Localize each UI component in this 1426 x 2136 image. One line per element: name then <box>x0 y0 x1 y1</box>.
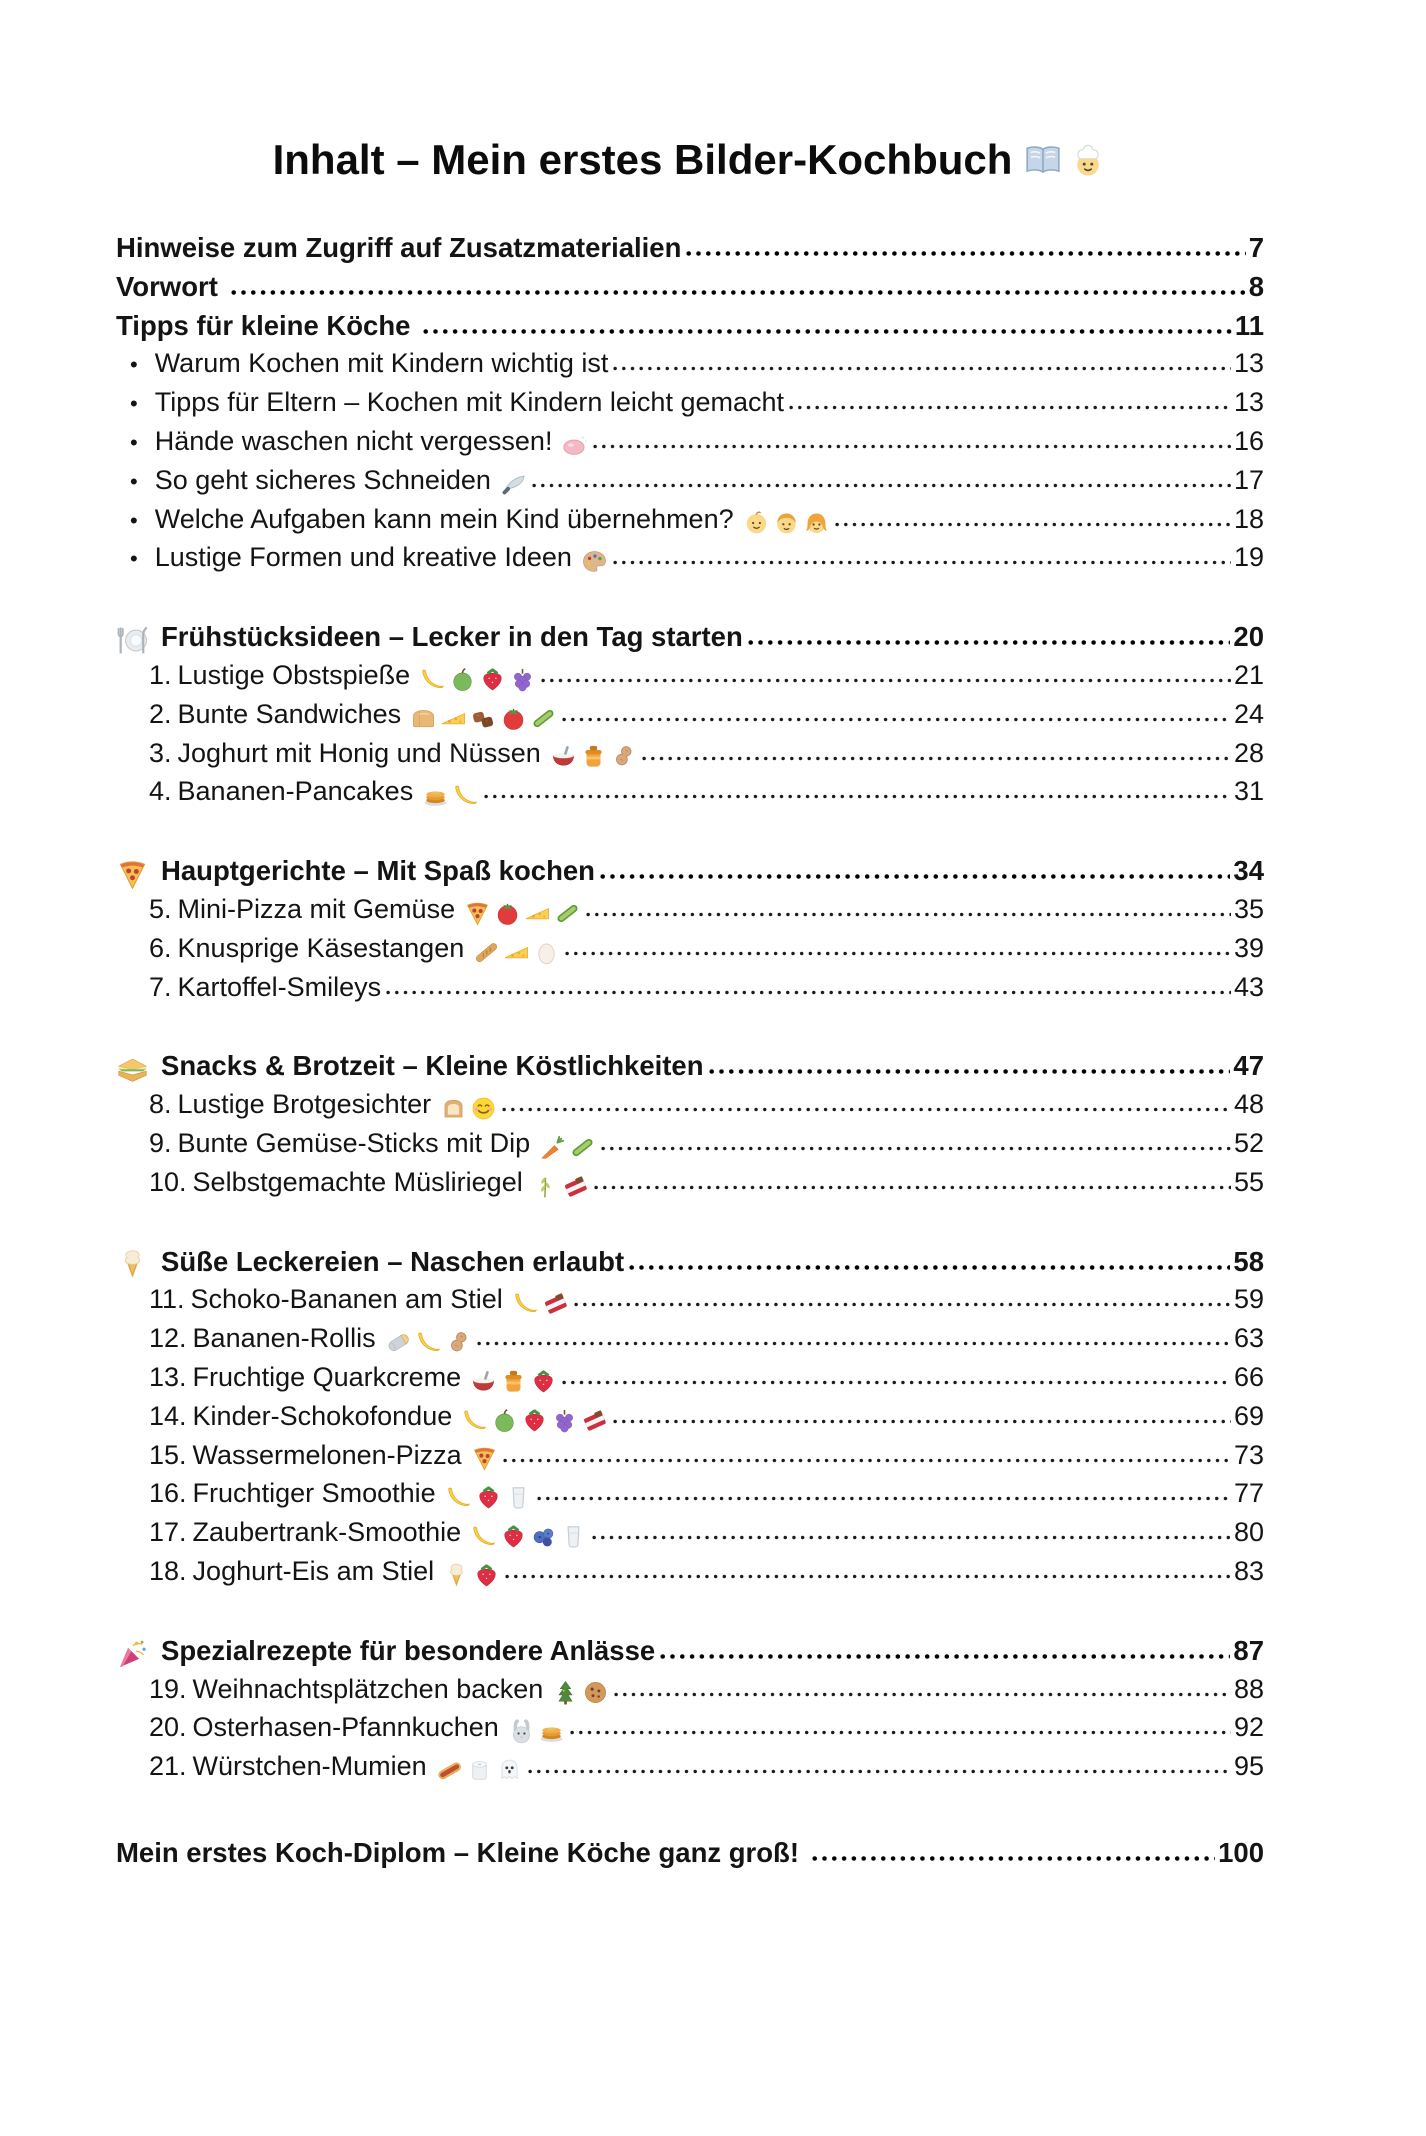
entry-label: Joghurt-Eis am Stiel <box>192 1555 435 1586</box>
banana-icon <box>512 1290 539 1317</box>
dotted-leader <box>748 639 1231 646</box>
milk-icon <box>505 1484 532 1511</box>
cucumber-icon <box>569 1134 596 1161</box>
knife-icon <box>500 471 527 498</box>
cheese-icon <box>524 900 551 927</box>
toc-item-entry[interactable] <box>116 1362 1264 1401</box>
banana-icon <box>470 1523 497 1550</box>
girl-icon <box>803 509 830 536</box>
page-number: 69 <box>1233 1400 1264 1431</box>
strawberry-icon <box>479 666 506 693</box>
strawberry-icon <box>500 1523 527 1550</box>
cookbook-toc-screenshot <box>0 136 1426 2136</box>
page-title-text: Inhalt – Mein erstes Bilder-Kochbuch <box>272 136 1013 183</box>
page-number: 39 <box>1233 932 1264 963</box>
item-number: 7. <box>149 971 172 1002</box>
section-title: Hauptgerichte – Mit Spaß kochen <box>161 855 595 887</box>
page-title <box>116 136 1264 184</box>
dotted-leader <box>565 950 1231 957</box>
dotted-leader <box>562 716 1231 723</box>
toc-item-entry[interactable] <box>116 738 1264 777</box>
page-number: 24 <box>1233 698 1264 729</box>
section-gap <box>116 1595 1264 1635</box>
ghost-icon <box>496 1757 523 1784</box>
peanut-icon <box>610 743 637 770</box>
carrot-icon <box>539 1134 566 1161</box>
entry-label: Osterhasen-Pfannkuchen <box>192 1712 499 1743</box>
entry-label: Bananen-Pancakes <box>177 776 414 807</box>
section-title: Frühstücksideen – Lecker in den Tag starten <box>161 621 743 653</box>
bullet-icon: • <box>130 468 138 494</box>
grapes-icon <box>509 666 536 693</box>
section-gap <box>116 581 1264 621</box>
entry-label: Hände waschen nicht vergessen! <box>154 425 553 456</box>
banana-icon <box>461 1407 488 1434</box>
dotted-leader <box>629 1264 1230 1271</box>
document-page <box>0 136 1426 1876</box>
page-number: 47 <box>1233 1050 1264 1082</box>
chocolate-bar-icon <box>581 1407 608 1434</box>
item-number: 21. <box>149 1751 187 1782</box>
toc-front-entry[interactable] <box>116 310 1264 349</box>
item-number: 8. <box>149 1089 172 1120</box>
dotted-leader <box>484 793 1231 800</box>
toc-section-header[interactable] <box>116 621 1264 660</box>
soft-serve-icon <box>116 1248 149 1281</box>
page-number: 11 <box>1234 309 1264 341</box>
item-number: 19. <box>149 1673 187 1704</box>
strawberry-icon <box>521 1407 548 1434</box>
page-number: 48 <box>1233 1089 1264 1120</box>
entry-label: Würstchen-Mumien <box>192 1751 427 1782</box>
page-number: 35 <box>1233 893 1264 924</box>
page-number: 13 <box>1233 348 1264 379</box>
honey-icon <box>580 743 607 770</box>
pancakes-icon <box>538 1718 565 1745</box>
item-number: 5. <box>149 893 172 924</box>
dotted-leader <box>231 289 1246 296</box>
item-number: 20. <box>149 1712 187 1743</box>
tomato-icon <box>500 705 527 732</box>
boy-icon <box>773 509 800 536</box>
page-number: 58 <box>1233 1245 1264 1277</box>
item-number: 16. <box>149 1478 187 1509</box>
dotted-leader <box>574 1301 1231 1308</box>
entry-label: Kartoffel-Smileys <box>177 971 382 1002</box>
toc-front-entry[interactable] <box>116 232 1264 271</box>
bacon-icon <box>470 705 497 732</box>
toc-item-entry[interactable] <box>116 1128 1264 1167</box>
item-number: 10. <box>149 1166 187 1197</box>
cutlery-icon <box>116 624 149 657</box>
dotted-leader <box>613 365 1231 372</box>
toc-bullet-entry[interactable] <box>116 348 1264 387</box>
toc-item-entry[interactable] <box>116 1674 1264 1713</box>
grapes-icon <box>551 1407 578 1434</box>
bullet-icon: • <box>130 391 138 417</box>
item-number: 11. <box>149 1284 185 1315</box>
dotted-leader <box>600 873 1230 880</box>
toc-section-header[interactable] <box>116 855 1264 894</box>
item-number: 9. <box>149 1127 172 1158</box>
rabbit-icon <box>508 1718 535 1745</box>
soap-icon <box>561 432 588 459</box>
entry-label: Tipps für kleine Köche <box>116 309 419 341</box>
toc-item-entry[interactable] <box>116 1323 1264 1362</box>
chocolate-bar-icon <box>562 1173 589 1200</box>
toc-bullet-entry[interactable] <box>116 426 1264 465</box>
dotted-leader <box>562 1379 1231 1386</box>
toc-section-header[interactable] <box>116 1050 1264 1089</box>
cook-icon <box>1069 141 1107 179</box>
entry-label: Tipps für Eltern – Kochen mit Kindern leicht gemacht <box>154 387 785 418</box>
entry-label: Fruchtige Quarkcreme <box>192 1361 462 1392</box>
dotted-leader <box>812 1855 1215 1862</box>
entry-label: Knusprige Käsestangen <box>177 932 465 963</box>
entry-label: So geht sicheres Schneiden <box>154 464 491 495</box>
item-number: 3. <box>149 737 172 768</box>
dotted-leader <box>505 1573 1231 1580</box>
pizza-icon <box>464 900 491 927</box>
bullet-icon: • <box>130 507 138 533</box>
baguette-icon <box>473 939 500 966</box>
toc-item-entry[interactable] <box>116 972 1264 1011</box>
section-gap <box>116 1010 1264 1050</box>
cheese-icon <box>440 705 467 732</box>
entry-label: Warum Kochen mit Kindern wichtig ist <box>154 348 609 379</box>
dotted-leader <box>502 1106 1231 1113</box>
page-number: 34 <box>1233 855 1264 887</box>
toc-bullet-entry[interactable] <box>116 387 1264 426</box>
entry-label: Mein erstes Koch-Diplom – Kleine Köche ganz groß! <box>116 1836 807 1868</box>
toc-item-entry[interactable] <box>116 660 1264 699</box>
entry-label: Welche Aufgaben kann mein Kind übernehmen? <box>154 503 734 534</box>
tomato-icon <box>494 900 521 927</box>
page-number: 31 <box>1233 776 1264 807</box>
toc-item-entry[interactable] <box>116 1167 1264 1206</box>
page-number: 83 <box>1233 1555 1264 1586</box>
entry-label: Lustige Formen und kreative Ideen <box>154 542 572 573</box>
page-number: 52 <box>1233 1127 1264 1158</box>
bread-icon <box>410 705 437 732</box>
toc-item-entry[interactable] <box>116 1712 1264 1751</box>
toc-front-entry[interactable] <box>116 271 1264 310</box>
bowl-icon <box>550 743 577 770</box>
strawberry-icon <box>475 1484 502 1511</box>
paper-roll-icon <box>466 1757 493 1784</box>
open-book-icon <box>1024 141 1062 179</box>
baby-icon <box>743 509 770 536</box>
entry-label: Selbstgemachte Müsliriegel <box>192 1166 523 1197</box>
item-number: 15. <box>149 1439 187 1470</box>
dotted-leader <box>686 250 1245 257</box>
item-number: 4. <box>149 776 172 807</box>
entry-label: Hinweise zum Zugriff auf Zusatzmaterialien <box>116 232 682 263</box>
dotted-leader <box>789 404 1231 411</box>
burrito-icon <box>385 1329 412 1356</box>
toc-bullet-entry[interactable] <box>116 542 1264 581</box>
toc-item-entry[interactable] <box>116 1751 1264 1790</box>
title-icons <box>1021 141 1107 179</box>
dotted-leader <box>593 443 1231 450</box>
dotted-leader <box>586 911 1231 918</box>
bullet-icon: • <box>130 546 138 572</box>
pancakes-icon <box>422 782 449 809</box>
item-number: 1. <box>149 659 172 690</box>
page-number: 16 <box>1233 425 1264 456</box>
page-number: 17 <box>1233 464 1264 495</box>
dotted-leader <box>835 521 1231 528</box>
page-number: 92 <box>1233 1712 1264 1743</box>
bread-slice-icon <box>440 1095 467 1122</box>
toc-bullet-entry[interactable] <box>116 504 1264 543</box>
page-number: 13 <box>1233 387 1264 418</box>
entry-label: Wassermelonen-Pizza <box>192 1439 462 1470</box>
chocolate-bar-icon <box>542 1290 569 1317</box>
toc-bullet-entry[interactable] <box>116 465 1264 504</box>
dotted-leader <box>541 677 1231 684</box>
banana-icon <box>415 1329 442 1356</box>
strawberry-icon <box>530 1368 557 1395</box>
entry-label: Zaubertrank-Smoothie <box>192 1517 462 1548</box>
toc-footer-entry[interactable] <box>116 1837 1264 1876</box>
dotted-leader <box>532 482 1231 489</box>
cucumber-icon <box>554 900 581 927</box>
entry-label: Bunte Sandwiches <box>177 698 402 729</box>
toc-list <box>116 232 1264 1876</box>
dotted-leader <box>613 559 1231 566</box>
toc-item-entry[interactable] <box>116 1089 1264 1128</box>
peanut-icon <box>445 1329 472 1356</box>
entry-label: Fruchtiger Smoothie <box>192 1478 436 1509</box>
page-number: 21 <box>1233 659 1264 690</box>
toc-item-entry[interactable] <box>116 776 1264 815</box>
green-apple-icon <box>491 1407 518 1434</box>
toc-item-entry[interactable] <box>116 1401 1264 1440</box>
item-number: 12. <box>149 1323 187 1354</box>
palette-icon <box>581 548 608 575</box>
honey-icon <box>500 1368 527 1395</box>
bullet-icon: • <box>130 352 138 378</box>
entry-label: Lustige Brotgesichter <box>177 1089 432 1120</box>
footer-gap <box>116 1790 1264 1837</box>
page-number: 55 <box>1233 1166 1264 1197</box>
bowl-icon <box>470 1368 497 1395</box>
item-number: 13. <box>149 1361 187 1392</box>
item-number: 17. <box>149 1517 187 1548</box>
toc-item-entry[interactable] <box>116 933 1264 972</box>
dotted-leader <box>528 1768 1231 1775</box>
toc-item-entry[interactable] <box>116 1517 1264 1556</box>
entry-label: Schoko-Bananen am Stiel <box>190 1284 503 1315</box>
page-number: 18 <box>1233 503 1264 534</box>
section-title: Spezialrezepte für besondere Anlässe <box>161 1634 656 1666</box>
toc-section-header[interactable] <box>116 1246 1264 1285</box>
section-gap <box>116 815 1264 855</box>
cheese-icon <box>503 939 530 966</box>
dotted-leader <box>503 1457 1231 1464</box>
page-number: 80 <box>1233 1517 1264 1548</box>
item-number: 18. <box>149 1555 187 1586</box>
dotted-leader <box>709 1068 1231 1075</box>
toc-item-entry[interactable] <box>116 699 1264 738</box>
section-gap <box>116 1206 1264 1246</box>
pizza-icon <box>471 1445 498 1472</box>
dotted-leader <box>613 1418 1231 1425</box>
egg-icon <box>533 939 560 966</box>
page-number: 59 <box>1233 1284 1264 1315</box>
entry-label: Mini-Pizza mit Gemüse <box>177 893 456 924</box>
dotted-leader <box>594 1184 1231 1191</box>
page-number: 63 <box>1233 1323 1264 1354</box>
toc-item-entry[interactable] <box>116 1556 1264 1595</box>
dotted-leader <box>660 1653 1230 1660</box>
banana-icon <box>445 1484 472 1511</box>
page-number: 66 <box>1233 1361 1264 1392</box>
page-number: 28 <box>1233 737 1264 768</box>
toc-item-entry[interactable] <box>116 1478 1264 1517</box>
page-number: 77 <box>1233 1478 1264 1509</box>
section-title: Snacks & Brotzeit – Kleine Köstlichkeiten <box>161 1050 704 1082</box>
toc-item-entry[interactable] <box>116 1284 1264 1323</box>
toc-item-entry[interactable] <box>116 894 1264 933</box>
dotted-leader <box>537 1495 1231 1502</box>
entry-label: Kinder-Schokofondue <box>192 1400 453 1431</box>
page-number: 8 <box>1248 270 1264 302</box>
cookie-icon <box>582 1679 609 1706</box>
page-number: 95 <box>1233 1751 1264 1782</box>
entry-label: Joghurt mit Honig und Nüssen <box>177 737 541 768</box>
pizza-icon <box>116 858 149 891</box>
entry-label: Bananen-Rollis <box>192 1323 376 1354</box>
banana-icon <box>452 782 479 809</box>
dotted-leader <box>423 328 1232 335</box>
cucumber-icon <box>530 705 557 732</box>
party-popper-icon <box>116 1638 149 1671</box>
item-number: 14. <box>149 1400 187 1431</box>
dotted-leader <box>642 755 1231 762</box>
dotted-leader <box>570 1729 1231 1736</box>
herb-icon <box>532 1173 559 1200</box>
toc-item-entry[interactable] <box>116 1440 1264 1479</box>
soft-serve-icon <box>443 1562 470 1589</box>
entry-label: Vorwort <box>116 270 226 302</box>
sandwich-icon <box>116 1053 149 1086</box>
item-number: 6. <box>149 932 172 963</box>
page-number: 88 <box>1233 1673 1264 1704</box>
page-number: 19 <box>1233 542 1264 573</box>
page-number: 100 <box>1218 1836 1264 1868</box>
entry-label: Weihnachtsplätzchen backen <box>192 1673 544 1704</box>
item-number: 2. <box>149 698 172 729</box>
christmas-tree-icon <box>552 1679 579 1706</box>
entry-label: Bunte Gemüse-Sticks mit Dip <box>177 1127 531 1158</box>
smile-icon <box>470 1095 497 1122</box>
bullet-icon: • <box>130 429 138 455</box>
entry-label: Lustige Obstspieße <box>177 659 411 690</box>
dotted-leader <box>386 989 1231 996</box>
page-number: 43 <box>1233 971 1264 1002</box>
dotted-leader <box>601 1145 1231 1152</box>
banana-icon <box>419 666 446 693</box>
dotted-leader <box>614 1691 1231 1698</box>
page-number: 20 <box>1233 621 1264 653</box>
dotted-leader <box>592 1534 1231 1541</box>
hotdog-icon <box>436 1757 463 1784</box>
page-number: 87 <box>1233 1634 1264 1666</box>
toc-section-header[interactable] <box>116 1635 1264 1674</box>
page-number: 73 <box>1233 1439 1264 1470</box>
strawberry-icon <box>473 1562 500 1589</box>
blueberries-icon <box>530 1523 557 1550</box>
milk-icon <box>560 1523 587 1550</box>
section-title: Süße Leckereien – Naschen erlaubt <box>161 1245 625 1277</box>
dotted-leader <box>477 1340 1231 1347</box>
green-apple-icon <box>449 666 476 693</box>
page-number: 7 <box>1248 232 1264 263</box>
